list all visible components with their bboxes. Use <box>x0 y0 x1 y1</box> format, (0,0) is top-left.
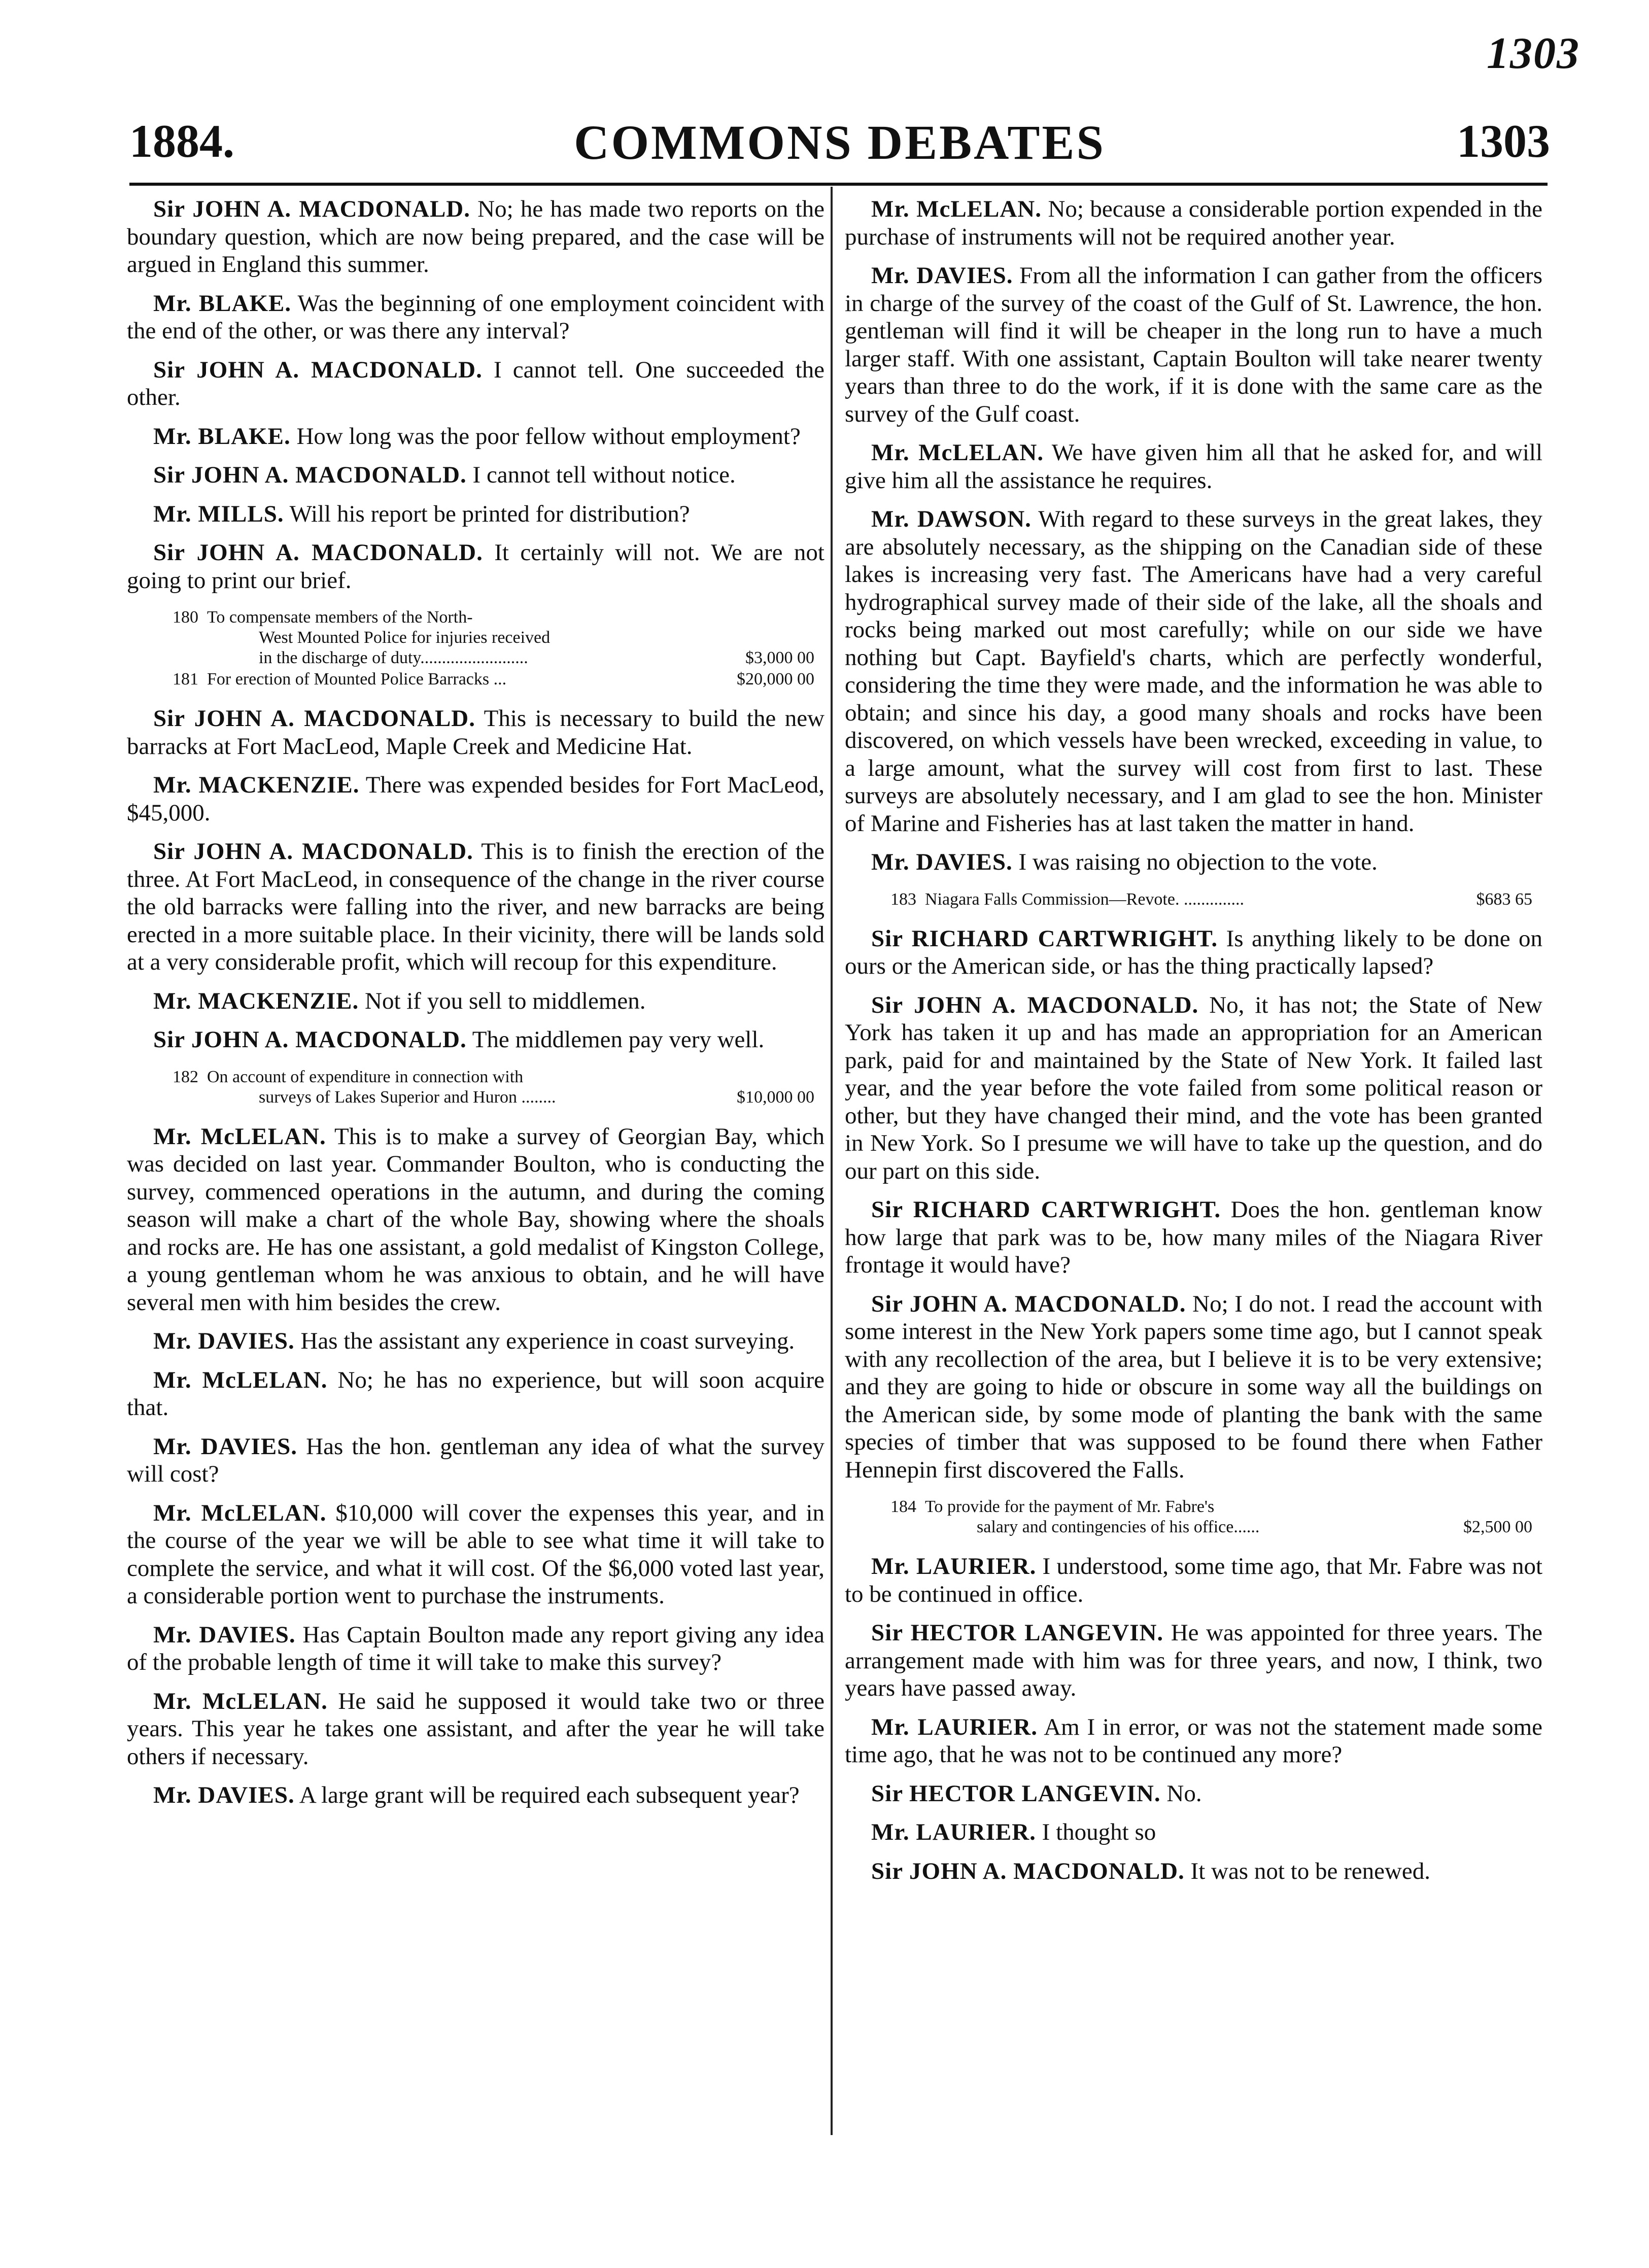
speaker-name: Sir JOHN A. MACDONALD. <box>153 356 483 383</box>
vote-amount: $683 65 <box>1476 889 1532 909</box>
speech-text: I cannot tell without notice. <box>472 462 736 488</box>
speaker-name: Mr. McLELAN. <box>153 1688 328 1714</box>
speech-text: From all the information I can gather from the officers in charge of the survey of the coast of the Gulf of St. Lawrence, the hon. gentleman will find it will be cheaper in the long run to have a much larger staff. With one assistant, Captain Boulton will take nearer twenty years than three to do the work, if it is done with the same care as the survey of the Gulf coast. <box>845 262 1543 427</box>
paragraph <box>845 195 1542 251</box>
vote-item <box>890 889 1542 910</box>
speech-text: A large grant will be required each subsequent year? <box>299 1782 800 1808</box>
speaker-name: Mr. DAVIES. <box>153 1328 295 1354</box>
paragraph <box>127 195 825 279</box>
vote-description: West Mounted Police for injuries received <box>259 628 551 647</box>
speaker-name: Mr. DAVIES. <box>153 1621 296 1648</box>
vote-number: 182 <box>173 1067 198 1086</box>
right-column <box>845 195 1542 1896</box>
paragraph <box>845 1780 1542 1808</box>
speaker-name: Sir JOHN A. MACDONALD. <box>871 991 1199 1018</box>
vote-description: salary and contingencies of his office...... <box>977 1518 1260 1536</box>
speech-text: With regard to these surveys in the great lakes, they are absolutely necessary, as the shipping on the Canadian side of these lakes is increasing very fast. The Americans have had a very careful hydrographical survey made of their side of the lake, all the shoals and rocks being marked out most carefully; while on our side we have nothing but Capt. Bayfield's charts, which are perfectly wonderful, considering the time they were made, and the information he was able to obtain; and since his day, a good many shoals and rocks have been discovered, on which vessels have been wrecked, exceeding in value, to a large amount, what the survey will cost from first to last. These surveys are absolutely necessary, and I am glad to see the hon. Minister of Marine and Fisheries has at last taken the matter in hand. <box>845 506 1542 837</box>
speaker-name: Sir JOHN A. MACDONALD. <box>153 462 467 488</box>
vote-items <box>127 607 825 690</box>
speech-text: $10,000 will cover the expenses this year, and in the course of the year we will be able to see what time it will take to complete the service, and what it will cost. Of the $6,000 voted last year, a considerable portion went to purchase the instruments. <box>127 1499 825 1609</box>
vote-item <box>173 1067 825 1108</box>
paragraph <box>127 290 825 345</box>
speech-text: No; I do not. I read the account with some interest in the New York papers some time ago, but I cannot speak with any recollection of the area, but I believe it is to be very extensive; and they are going to hide or obscure in some way all the buildings on the American side, by some mode of planting the bank with the same species of timber that was supposed to be found there when Father Hennepin first discovered the Falls. <box>845 1290 1542 1483</box>
speech-text: How long was the poor fellow without employment? <box>296 423 801 450</box>
speech-text: Will his report be printed for distribution? <box>289 500 690 527</box>
paragraph <box>845 1713 1542 1769</box>
paragraph <box>127 1366 825 1422</box>
vote-items <box>845 1497 1542 1537</box>
speech-text: We have given him all that he asked for, and will give him all the assistance he requires. <box>845 439 1543 494</box>
vote-amount: $10,000 00 <box>737 1087 814 1107</box>
paragraph <box>845 262 1542 428</box>
speaker-name: Sir HECTOR LANGEVIN. <box>871 1620 1164 1646</box>
speech-text: This is necessary to build the new barracks at Fort MacLeod, Maple Creek and Medicine Hat. <box>127 705 825 760</box>
paragraph <box>845 439 1542 494</box>
speaker-name: Mr. MILLS. <box>153 500 284 527</box>
paragraph <box>845 505 1542 837</box>
header-year: 1884. <box>129 115 234 167</box>
speech-text: I thought so <box>1042 1819 1156 1845</box>
speaker-name: Mr. McLELAN. <box>153 1123 326 1150</box>
column-divider <box>831 187 833 2135</box>
header-rule <box>129 183 1548 186</box>
paragraph <box>127 1327 825 1355</box>
speech-text: I cannot tell. One succeeded the other. <box>127 356 825 410</box>
paragraph <box>845 925 1542 980</box>
speech-text: No. <box>1166 1780 1202 1807</box>
speaker-name: Mr. McLELAN. <box>871 439 1044 466</box>
vote-description: For erection of Mounted Police Barracks ... <box>207 670 507 689</box>
speaker-name: Mr. MACKENZIE. <box>153 987 359 1014</box>
header-page-number: 1303 <box>1457 115 1550 167</box>
vote-description: surveys of Lakes Superior and Huron ........ <box>259 1087 556 1107</box>
paragraph <box>127 1688 825 1771</box>
speech-text: Has the assistant any experience in coast surveying. <box>300 1328 795 1354</box>
vote-description: To provide for the payment of Mr. Fabre's <box>925 1497 1215 1516</box>
paragraph <box>845 991 1542 1185</box>
speaker-name: Sir RICHARD CARTWRIGHT. <box>871 1196 1221 1223</box>
vote-description: On account of expenditure in connection with <box>207 1067 524 1086</box>
speaker-name: Sir RICHARD CARTWRIGHT. <box>871 925 1218 952</box>
speech-text: No; because a considerable portion expended in the purchase of instruments will not be required another year. <box>845 196 1543 250</box>
speaker-name: Mr. DAVIES. <box>153 1433 298 1460</box>
speaker-name: Mr. McLELAN. <box>153 1499 327 1526</box>
speaker-name: Mr. McLELAN. <box>871 196 1042 222</box>
left-column <box>127 195 825 1820</box>
vote-number: 183 <box>890 889 916 909</box>
vote-amount: $2,500 00 <box>1463 1518 1532 1536</box>
speaker-name: Mr. DAWSON. <box>871 506 1032 532</box>
speech-text: There was expended besides for Fort MacLeod, $45,000. <box>127 772 825 826</box>
vote-item <box>173 607 825 668</box>
page-header <box>129 114 1550 175</box>
speech-text: Is anything likely to be done on ours or the American side, or has the thing practically lapsed? <box>845 925 1543 979</box>
speech-text: The middlemen pay very well. <box>472 1026 765 1053</box>
paragraph <box>127 500 825 528</box>
speech-text: He said he supposed it would take two or three years. This year he takes one assistant, and after the year he will take others if necessary. <box>127 1688 825 1770</box>
vote-description: Niagara Falls Commission—Revote. .............. <box>925 889 1244 909</box>
speech-text: Am I in error, or was not the statement made some time ago, that he was not to be continued any more? <box>845 1713 1542 1768</box>
paragraph <box>845 848 1542 876</box>
speaker-name: Mr. LAURIER. <box>871 1713 1038 1740</box>
speaker-name: Sir HECTOR LANGEVIN. <box>871 1780 1161 1807</box>
speech-text: This is to make a survey of Georgian Bay, which was decided on last year. Commander Boulton, who is conducting the survey, commenced operations in the autumn, and during the coming season will make a chart of the whole Bay, showing where the shoals and rocks are. He has one assistant, a gold medalist of Kingston College, a young gentleman whom he was anxious to obtain, and he will have several men with him besides the crew. <box>127 1123 825 1316</box>
speaker-name: Mr. McLELAN. <box>153 1366 328 1393</box>
speech-text: Has Captain Boulton made any report giving any idea of the probable length of time it will take to make this survey? <box>127 1621 825 1675</box>
paragraph <box>127 1433 825 1488</box>
paragraph <box>127 771 825 827</box>
speaker-name: Sir JOHN A. MACDONALD. <box>153 196 471 222</box>
paragraph <box>127 1026 825 1054</box>
speech-text: I was raising no objection to the vote. <box>1018 849 1378 875</box>
vote-number: 180 <box>173 608 198 627</box>
speaker-name: Mr. LAURIER. <box>871 1819 1036 1845</box>
speaker-name: Mr. BLAKE. <box>153 423 291 450</box>
speaker-name: Sir JOHN A. MACDONALD. <box>871 1290 1186 1317</box>
paragraph <box>127 539 825 594</box>
vote-description: in the discharge of duty......................... <box>259 648 528 667</box>
speaker-name: Mr. BLAKE. <box>153 290 292 317</box>
paragraph <box>845 1858 1542 1885</box>
speech-text: Has the hon. gentleman any idea of what the survey will cost? <box>127 1433 825 1487</box>
speaker-name: Mr. DAVIES. <box>153 1782 295 1808</box>
speech-text: This is to finish the erection of the three. At Fort MacLeod, in consequence of the change in the river course the old barracks were falling into the river, and new barracks are being erected in a more suitable place. In their vicinity, there will be lands sold at a very considerable profit, which will recoup for this expenditure. <box>127 838 825 975</box>
paragraph <box>127 461 825 489</box>
vote-item <box>890 1497 1542 1537</box>
speech-text: I understood, some time ago, that Mr. Fabre was not to be continued in office. <box>845 1553 1542 1607</box>
speaker-name: Mr. DAVIES. <box>871 262 1013 289</box>
paragraph <box>845 1553 1542 1608</box>
speaker-name: Sir JOHN A. MACDONALD. <box>153 838 473 865</box>
speech-text: He was appointed for three years. The arrangement made with him was for three years, and now, I think, two years have passed away. <box>845 1620 1542 1701</box>
paragraph <box>845 1619 1542 1702</box>
speaker-name: Sir JOHN A. MACDONALD. <box>153 1026 467 1053</box>
paragraph <box>127 1123 825 1317</box>
header-title: COMMONS DEBATES <box>574 115 1106 169</box>
speech-text: No; he has no experience, but will soon acquire that. <box>127 1366 825 1421</box>
speech-text: It certainly will not. We are not going to print our brief. <box>127 539 825 594</box>
paragraph <box>845 1196 1542 1279</box>
speech-text: No; he has made two reports on the boundary question, which are now being prepared, and the case will be argued in England this summer. <box>127 196 825 278</box>
speech-text: It was not to be renewed. <box>1190 1858 1431 1884</box>
paragraph <box>127 356 825 411</box>
speech-text: Not if you sell to middlemen. <box>365 987 646 1014</box>
speaker-name: Sir JOHN A. MACDONALD. <box>871 1858 1185 1884</box>
paragraph <box>127 705 825 760</box>
paragraph <box>845 1818 1542 1846</box>
speaker-name: Sir JOHN A. MACDONALD. <box>153 539 483 566</box>
vote-number: 181 <box>173 670 198 689</box>
speech-text: Was the beginning of one employment coincident with the end of the other, or was there any interval? <box>127 290 825 344</box>
paragraph <box>127 1621 825 1676</box>
paragraph <box>127 838 825 976</box>
speaker-name: Mr. LAURIER. <box>871 1553 1037 1579</box>
speaker-name: Sir JOHN A. MACDONALD. <box>153 705 475 732</box>
paragraph <box>845 1290 1542 1484</box>
vote-items <box>127 1067 825 1108</box>
paragraph <box>127 423 825 451</box>
speaker-name: Mr. DAVIES. <box>871 849 1013 875</box>
handwritten-page-number: 1303 <box>1487 29 1580 78</box>
paragraph <box>127 1781 825 1809</box>
vote-amount: $20,000 00 <box>737 670 814 689</box>
speaker-name: Mr. MACKENZIE. <box>153 772 360 798</box>
vote-number: 184 <box>890 1497 916 1516</box>
speech-text: No, it has not; the State of New York has taken it up and has made an appropriation for an American park, paid for and maintained by the State of New York. It failed last year, and the year before the vote failed from some political reason or other, but they have changed their mind, and the vote has been granted in New York. So I presume we will have to take up the question, and do our part on this side. <box>845 991 1542 1184</box>
paragraph <box>127 1499 825 1610</box>
vote-description: To compensate members of the North- <box>207 608 473 627</box>
vote-items <box>845 889 1542 910</box>
paragraph <box>127 987 825 1015</box>
vote-item <box>173 669 825 690</box>
vote-amount: $3,000 00 <box>745 648 814 667</box>
speech-text: Does the hon. gentleman know how large that park was to be, how many miles of the Niagara River frontage it would have? <box>845 1196 1542 1278</box>
